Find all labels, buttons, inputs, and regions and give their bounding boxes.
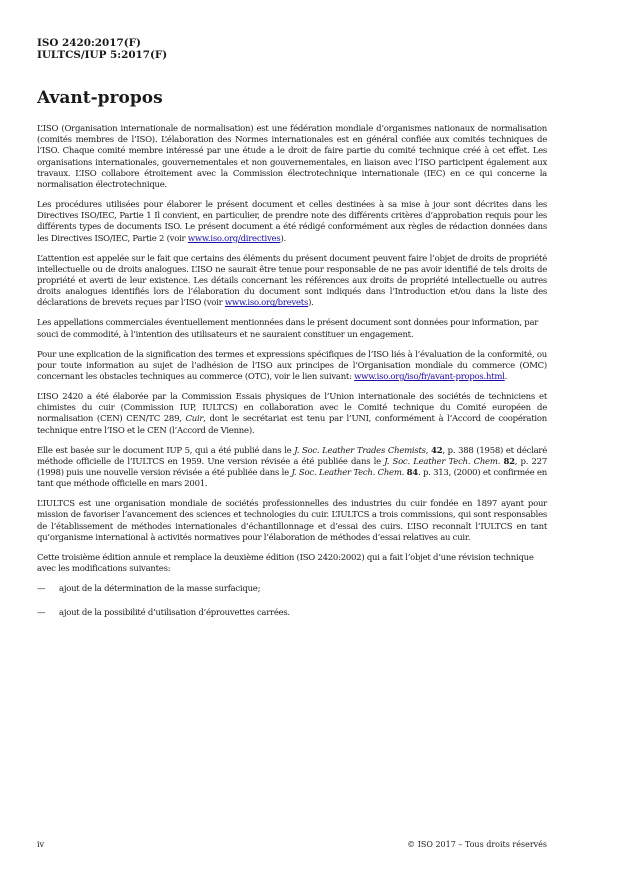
paragraph-patents: L’attention est appelée sur le fait que certains des éléments du présent document peuvent faire l’objet de droits de propriété intellectuelle ou de droits analogues. L’ISO ne saurait être tenue pour responsable de ne pas avoir identifié de tels droits de propriété et averti de leur existence. Les détails concernant les références aux droits de propriété intellectuelle ou autres droits analogues identifiés lors de l’élaboration du document sont indiqués dans l’Introduction et/ou dans la liste des déclarations de brevets reçues par l’ISO (voir www.iso.org/brevets). — [37, 253, 547, 309]
document-header — [37, 37, 167, 61]
foreword-info-link[interactable]: www.iso.org/iso/fr/avant-propos.html — [354, 372, 505, 383]
paragraph-procedures: Les procédures utilisées pour élaborer le présent document et celles destinées à sa mise à jour sont décrites dans les Directives ISO/IEC, Partie 1 Il convient, en particulier, de prendre note des différents critères d’approbation requis pour les différents types de documents ISO. Le présent document a été rédigé conformément aux règles de rédaction données dans les Directives ISO/IEC, Partie 2 (voir www.iso.org/directives). — [37, 200, 547, 244]
directives-link[interactable]: www.iso.org/directives — [187, 233, 281, 244]
paragraph-edition: Cette troisième édition annule et remplace la deuxième édition (ISO 2420:2002) qui a fait l’objet d’une révision technique avec les modifications suivantes: — [37, 552, 534, 575]
copyright-notice: © ISO 2017 – Tous droits réservés — [407, 840, 547, 849]
paragraph-iultcs: L’IULTCS est une organisation mondiale de sociétés professionnelles des industries du cuir fondée en 1897 ayant pour mission de favoriser l’avancement des sciences et technologies du cuir. L’IULTCS a trois commissions, qui sont responsables de l’établissement de méthodes internationales d’échantillonnage et d’essai des cuirs. L’ISO reconnaît l’IULTCS en tant qu’organisme international à activités normatives pour l’élaboration de méthodes d’essai relatives au cuir. — [37, 499, 547, 543]
paragraph-conformity: Pour une explication de la signification des termes et expressions spécifiques de l’ISO liés à l’évaluation de la conformité, ou pour toute information au sujet de l’adhésion de l’ISO aux principes de l’Organisation mondiale du commerce (OMC) concernant les obstacles techniques au commerce (OTC), voir le lien suivant: www.iso.org/iso/fr/avant-propos.html. — [37, 349, 547, 383]
list-item — [37, 608, 547, 619]
paragraph-committee: L’ISO 2420 a été élaborée par la Commission Essais physiques de l’Union internationale des sociétés de techniciens et chimistes du cuir (Commission IUP, IULTCS) en collaboration avec le Comité technique du Comité européen de normalisation (CEN) CEN/TC 289, Cuir, dont le secrétariat est tenu par l’UNI, conformément à l’Accord de coopération technique entre l’ISO et le CEN (l’Accord de Vienne). — [37, 392, 547, 436]
list-dash: — — [37, 584, 46, 595]
standard-number: ISO 2420:2017(F) — [37, 37, 141, 49]
paragraph-history: Elle est basée sur le document IUP 5, qui a été publié dans le J. Soc. Leather Trades Chemists, 42, p. 388 (1958) et déclaré méthode officielle de l’IULTCS en 1959. Une version révisée a été publiée dans le J. Soc. Leather Tech. Chem. 82, p. 227 (1998) puis une nouvelle version révisée a été publiée dans le J. Soc. Leather Tech. Chem. 84. p. 313, (2000) et confirmée en tant que méthode officielle en mars 2001. — [37, 445, 548, 490]
patents-link[interactable]: www.iso.org/brevets — [224, 298, 309, 309]
page-title: Avant-propos — [37, 88, 163, 108]
paragraph-trade-names: Les appellations commerciales éventuellement mentionnées dans le présent document sont données pour information, par souci de commodité, à l’intention des utilisateurs et ne sauraient constituer un engagement. — [37, 318, 539, 340]
list-dash: — — [37, 608, 46, 619]
page-footer — [37, 840, 547, 850]
list-item — [37, 584, 547, 595]
paragraph-iso-intro: L’ISO (Organisation internationale de normalisation) est une fédération mondiale d’organismes nationaux de normalisation (comités membres de l’ISO). L’élaboration des Normes internationales est en général confiée aux comités techniques de l’ISO. Chaque comité membre intéressé par une étude a le droit de faire partie du comité technique créé à cet effet. Les organisations internationales, gouvernementales et non gouvernementales, en liaison avec l’ISO participent également aux travaux. L’ISO collabore étroitement avec la Commission électrotechnique internationale (IEC) en ce qui concerne la normalisation électrotechnique. — [37, 124, 547, 191]
iultcs-number: IULTCS/IUP 5:2017(F) — [37, 49, 168, 61]
list-item-text: ajout de la détermination de la masse surfacique; — [59, 584, 261, 595]
list-item-text: ajout de la possibilité d’utilisation d’éprouvettes carrées. — [59, 608, 290, 619]
foreword-body — [37, 124, 547, 632]
page-number: iv — [37, 840, 45, 849]
